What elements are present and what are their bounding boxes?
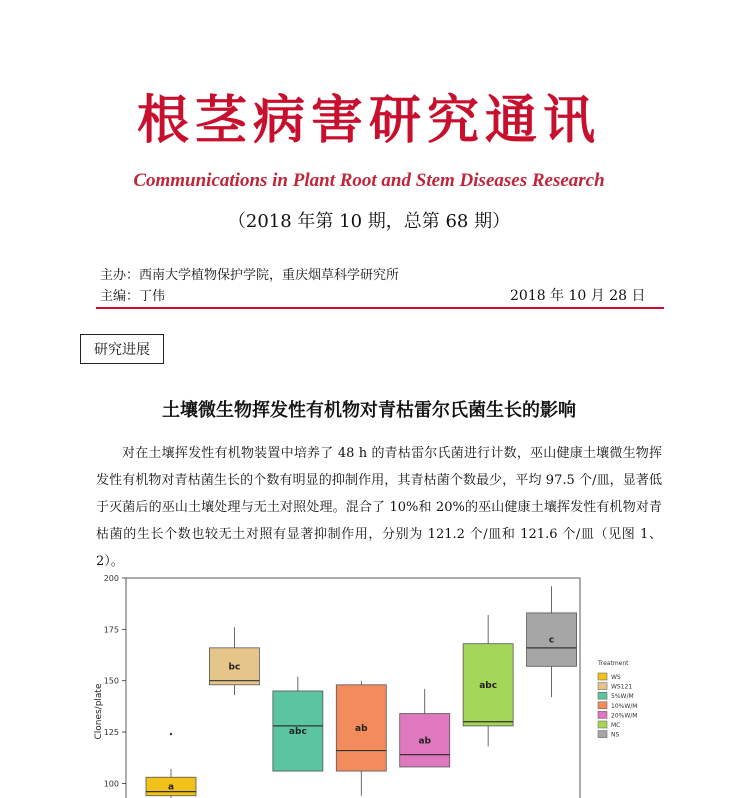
sponsor-line: 主办：西南大学植物保护学院，重庆烟草科学研究所 <box>100 268 400 283</box>
header-divider <box>96 307 664 309</box>
y-axis-label: Clones/plate <box>94 683 104 740</box>
article-body: 对在土壤挥发性有机物装置中培养了 48 h 的青枯雷尔氏菌进行计数，巫山健康土壤微生物挥发性有机物对青枯菌生长的个数有明显的抑制作用，其青枯菌个数最少，平均 97.5 个/皿，显著低于灭菌后的巫山土壤处理与无土对照处理。混合了 10%和 20%的巫山健康土壤挥发性有机物对青枯菌的生长个数也较无土对照有显著抑制作用，分别为 121.2 个/皿和 121.6 个/皿（见图 1、2）。 <box>96 446 662 569</box>
article-title: 土壤微生物挥发性有机物对青枯雷尔氏菌生长的影响 <box>162 400 576 421</box>
legend-label: WS121 <box>611 683 633 691</box>
y-tick-label: 125 <box>103 728 119 738</box>
legend-label: 10%W/M <box>611 702 638 710</box>
significance-label: c <box>548 635 555 646</box>
boxplot-chart <box>88 570 668 798</box>
legend-key <box>598 702 607 709</box>
journal-title-english: Communications in Plant Root and Stem Diseases Research <box>133 170 605 191</box>
legend-key <box>598 692 607 699</box>
publish-date: 2018 年 10 月 28 日 <box>510 288 646 304</box>
editor-line: 主编：丁伟 <box>100 289 166 304</box>
legend-key <box>598 731 607 738</box>
legend-key <box>598 711 607 718</box>
y-tick-label: 150 <box>103 676 119 686</box>
legend-label: 5%W/M <box>611 693 634 701</box>
significance-label: abc <box>479 680 498 691</box>
outlier-point <box>170 733 172 735</box>
significance-label: a <box>167 782 175 793</box>
significance-label: abc <box>288 727 307 738</box>
y-tick-label: 100 <box>103 779 119 789</box>
significance-label: ab <box>418 736 431 747</box>
legend-label: MC <box>611 722 621 729</box>
legend-key <box>598 721 607 728</box>
y-tick-label: 175 <box>103 625 119 635</box>
significance-label: ab <box>355 723 368 734</box>
legend-label: WS <box>611 674 621 681</box>
y-tick-label: 200 <box>103 574 119 583</box>
legend-title: Treatment <box>598 660 629 667</box>
issue-number: （2018 年第 10 期，总第 68 期） <box>227 211 511 232</box>
journal-title: 根茎病害研究通讯 <box>136 90 601 151</box>
legend-label: NS <box>611 731 620 739</box>
legend-key <box>598 673 607 680</box>
significance-label: bc <box>228 662 241 673</box>
legend-key <box>598 683 607 690</box>
legend-label: 20%W/M <box>611 712 638 720</box>
section-label: 研究进展 <box>80 334 164 364</box>
